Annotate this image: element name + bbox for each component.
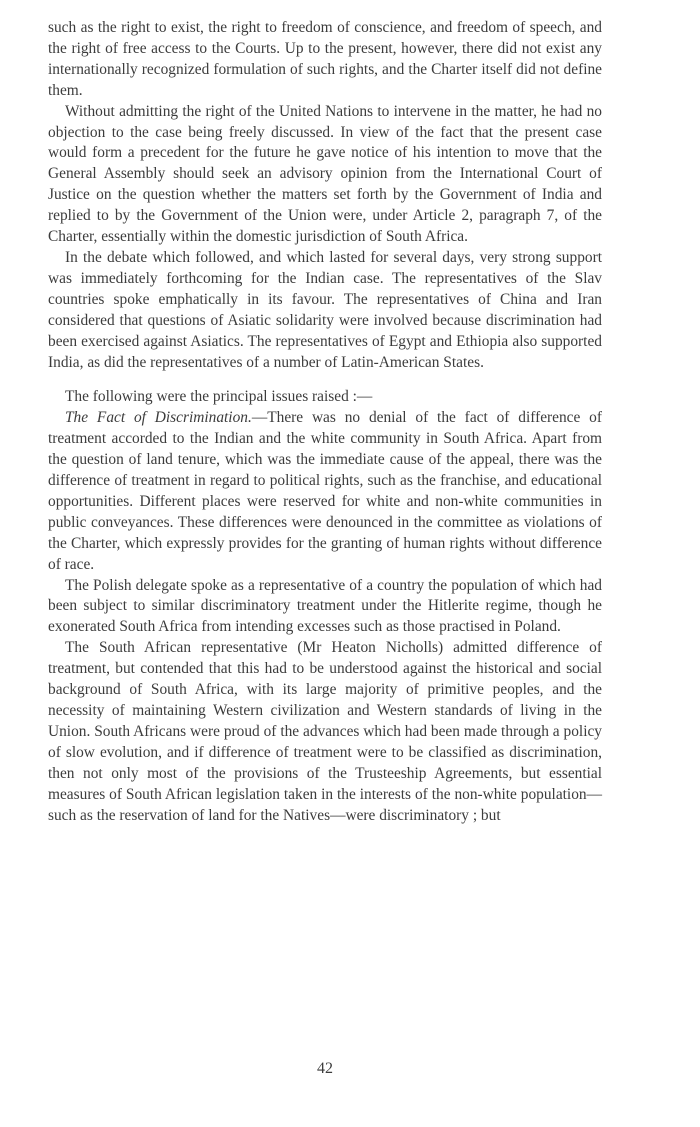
paragraph-fact-of-discrimination-text: —There was no denial of the fact of difference of treatment accorded to the Indian and the white community in South Africa. Apart from the question of land tenure, which was the immediate cause of the appeal, there was the difference of treatment in regard to political rights, such as the franchise, and educational opportunities. Different places were reserved for white and non-white communities in public conveyances. These differences were denounced in the committee as violations of the Charter, which expressly provides for the granting of human rights without difference of race.: [48, 409, 602, 573]
paragraph-fact-of-discrimination: [48, 408, 602, 575]
paragraph-advisory-opinion: Without admitting the right of the United Nations to intervene in the matter, he had no objection to the case being freely discussed. In view of the fact that the present case would form a precedent for the future he gave notice of his intention to move that the General Assembly should seek an advisory opinion from the International Court of Justice on the question whether the matters set forth by the Government of India and replied to by the Government of the Union were, under Article 2, paragraph 7, of the Charter, essentially within the domestic jurisdiction of South Africa.: [48, 102, 602, 246]
paragraph-rights-continued: such as the right to exist, the right to freedom of conscience, and freedom of speech, and the right of free access to the Courts. Up to the present, however, there did not exist any internationally recognized formulation of such rights, and the Charter itself did not define them.: [48, 19, 602, 99]
page-number: 42: [317, 1060, 333, 1077]
paragraph-debate-support: In the debate which followed, and which lasted for several days, very strong support was immediately forthcoming for the Indian case. The representatives of the Slav countries spoke emphatically in its favour. The representatives of China and Iran considered that questions of Asiatic solidarity were involved because discrimination had been exercised against Asiatics. The representatives of Egypt and Ethiopia also supported India, as did the representatives of a number of Latin-American States.: [48, 248, 602, 371]
paragraph-south-african-representative: The South African representative (Mr Heaton Nicholls) admitted difference of treatment, but contended that this had to be understood against the historical and social background of South Africa, with its large majority of primitive peoples, and the necessity of maintaining Western civilization and Western standards of living in the Union. South Africans were proud of the advances which had been made through a policy of slow evolution, and if difference of treatment were to be classified as discrimination, then not only most of the provisions of the Trusteeship Agreements, but essential measures of South African legislation taken in the interests of the non-white population—such as the reservation of land for the Natives—were discriminatory ; but: [48, 639, 602, 824]
page-body: [48, 18, 602, 826]
paragraph-polish-delegate: The Polish delegate spoke as a representative of a country the population of which had been subject to similar discriminatory treatment under the Hitlerite regime, though he exonerated South Africa from intending excesses such as those practised in Poland.: [48, 576, 602, 636]
section-heading-fact-of-discrimination: The Fact of Discrimination.: [65, 409, 252, 427]
paragraph-principal-issues: The following were the principal issues raised :—: [65, 388, 373, 406]
